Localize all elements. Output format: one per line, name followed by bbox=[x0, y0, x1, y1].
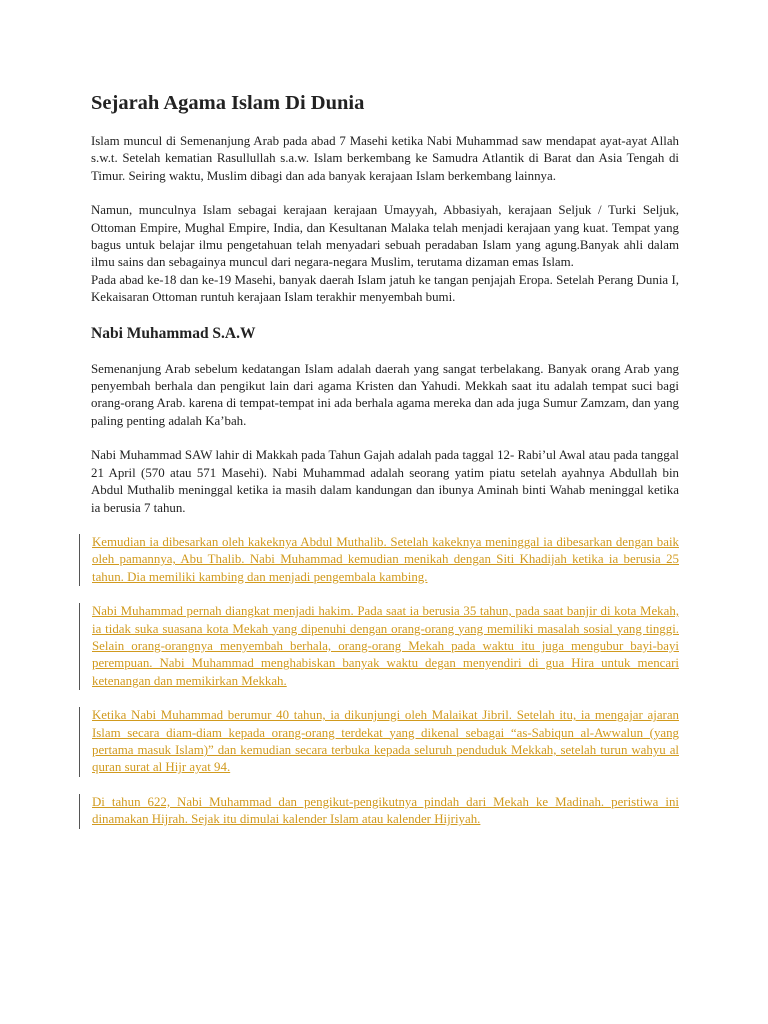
tracked-paragraph-3: Ketika Nabi Muhammad berumur 40 tahun, ia dikunjungi oleh Malaikat Jibril. Setelah itu, ia mengajar ajaran Islam secara diam-diam kepada orang-orang terdekat yang dikenal sebagai “as-Sabiqun al-Awwalun (yang pertama masuk Islam)” dan kemudian secara terbuka kepada seluruh penduduk Mekkah, setelah turun wahyu al quran surat al Hijr ayat 94. bbox=[92, 708, 679, 775]
intro-paragraph-2: Namun, munculnya Islam sebagai kerajaan kerajaan Umayyah, Abbasiyah, kerajaan Seljuk / Turki Seljuk, Ottoman Empire, Mughal Empire, India, dan Kesultanan Malaka telah menjadi kerajaan yang kuat. Tempat yang bagus untuk belajar ilmu pengetahuan telah menyadari sebuah peradaban Islam yang agung.Banyak ahli dalam ilmu sains dan sebagainya muncul dari negara-negara Muslim, terutama dizaman emas Islam. bbox=[91, 203, 679, 270]
document-body bbox=[91, 92, 679, 846]
intro-paragraph-1: Islam muncul di Semenanjung Arab pada abad 7 Masehi ketika Nabi Muhammad saw mendapat ayat-ayat Allah s.w.t. Setelah kematian Rasullullah s.a.w. Islam berkembang ke Samudra Atlantik di Barat dan Asia Tengah di Timur. Seiring waktu, Muslim dibagi dan ada banyak kerajaan Islam berkembang lainnya. bbox=[91, 134, 679, 183]
intro-paragraph-3: Pada abad ke-18 dan ke-19 Masehi, banyak daerah Islam jatuh ke tangan penjajah Eropa. Setelah Perang Dunia I, Kekaisaran Ottoman runtuh kerajaan Islam terakhir menyembah bumi. bbox=[91, 272, 679, 305]
tracked-change-block bbox=[79, 794, 679, 829]
section-paragraph-2: Nabi Muhammad SAW lahir di Makkah pada Tahun Gajah adalah pada taggal 12- Rabi’ul Awal atau pada tanggal 21 April (570 atau 571 Masehi). Nabi Muhammad adalah seorang yatim piatu setelah ayahnya Abdullah bin Abdul Muthalib meninggal ketika ia masih dalam kandungan dan ibunya Aminah binti Wahab meninggal ketika ia berusia 7 tahun. bbox=[91, 448, 679, 515]
tracked-change-block bbox=[79, 534, 679, 586]
tracked-paragraph-4: Di tahun 622, Nabi Muhammad dan pengikut-pengikutnya pindah dari Mekah ke Madinah. peristiwa ini dinamakan Hijrah. Sejak itu dimulai kalender Islam atau kalender Hijriyah. bbox=[92, 794, 679, 827]
tracked-paragraph-2: Nabi Muhammad pernah diangkat menjadi hakim. Pada saat ia berusia 35 tahun, pada saat banjir di kota Mekah, ia tidak suka suasana kota Mekah yang dipenuhi dengan orang-orang yang memiliki masalah sosial yang tinggi. Selain orang-orangnya menyembah berhala, orang-orang Mekah pada waktu itu juga mengubur bayi-bayi perempuan. Nabi Muhammad menghabiskan banyak waktu degan menyendiri di gua Hira untuk mencari ketenangan dan memikirkan Mekkah. bbox=[92, 604, 679, 688]
section-heading: Nabi Muhammad S.A.W bbox=[91, 324, 256, 342]
document-title: Sejarah Agama Islam Di Dunia bbox=[91, 92, 365, 114]
section-paragraph-1: Semenanjung Arab sebelum kedatangan Islam adalah daerah yang sangat terbelakang. Banyak orang Arab yang penyembah berhala dan pengikut lain dari agama Kristen dan Yahudi. Mekkah saat itu adalah tempat suci bagi orang-orang Arab. karena di tempat-tempat ini ada berhala agama mereka dan ada juga Sumur Zamzam, dan yang paling penting adalah Ka’bah. bbox=[91, 361, 679, 428]
tracked-paragraph-1: Kemudian ia dibesarkan oleh kakeknya Abdul Muthalib. Setelah kakeknya meninggal ia dibesarkan dengan baik oleh pamannya, Abu Thalib. Nabi Muhammad kemudian menikah dengan Siti Khadijah ketika ia berusia 25 tahun. Dia memiliki kambing dan menjadi pengembala kambing. bbox=[92, 534, 679, 584]
tracked-change-block bbox=[79, 603, 679, 690]
tracked-change-block bbox=[79, 707, 679, 777]
